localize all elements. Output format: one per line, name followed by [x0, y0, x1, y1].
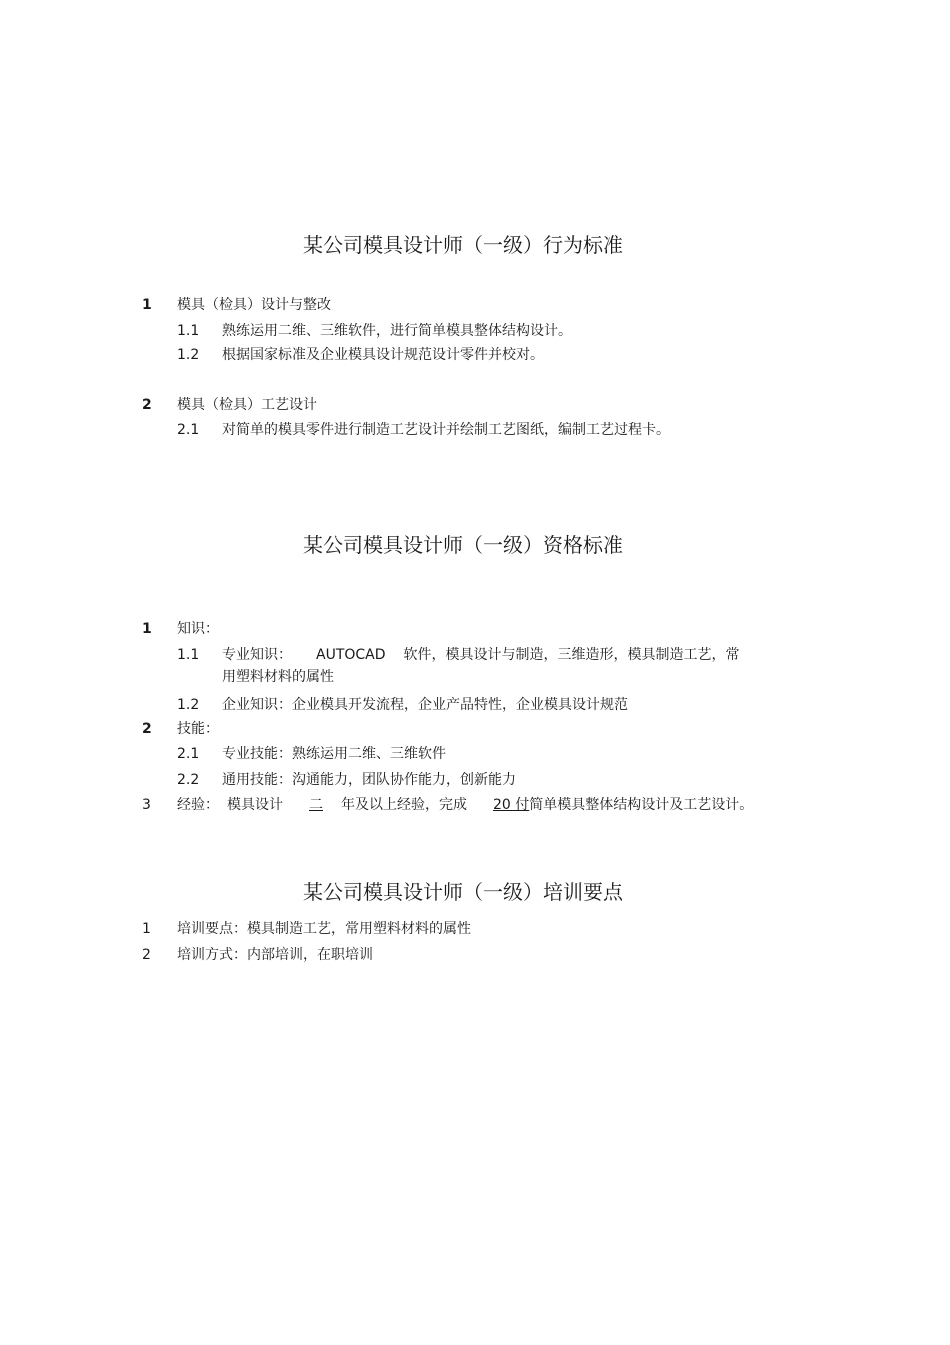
label: 专业知识：: [222, 647, 292, 663]
subitem-text: 熟练运用二维、三维软件，进行简单模具整体结构设计。: [222, 323, 572, 339]
subitem-text: [222, 646, 740, 664]
subitem-number: 1.1: [177, 647, 200, 663]
subitem-number: 2.1: [177, 422, 200, 438]
subitem-number: 1.2: [177, 697, 200, 713]
text: 简单模具整体结构设计及工艺设计。: [529, 797, 754, 813]
subitem-text: 对简单的模具零件进行制造工艺设计并绘制工艺图纸，编制工艺过程卡。: [222, 422, 670, 438]
subitem-text: 企业知识：企业模具开发流程，企业产品特性，企业模具设计规范: [222, 697, 628, 713]
subitem-number: 1.1: [177, 323, 200, 339]
text: 模具设计: [227, 797, 283, 813]
item-number: 3: [142, 797, 151, 813]
item-text: 模具（检具）工艺设计: [177, 397, 317, 413]
item-text: 知识：: [177, 621, 219, 637]
item-number: 1: [142, 621, 152, 637]
text: 年及以上经验，完成: [341, 797, 467, 813]
software-name: AUTOCAD: [316, 647, 386, 663]
subitem-text: 通用技能：沟通能力，团队协作能力，创新能力: [222, 772, 516, 788]
item-number: 1: [142, 921, 151, 937]
section-title-behavior: 某公司模具设计师（一级）行为标准: [303, 233, 623, 257]
subitem-number: 2.2: [177, 772, 200, 788]
item-text: 培训方式：内部培训，在职培训: [177, 947, 373, 963]
subitem-text-continuation: 用塑料材料的属性: [222, 669, 334, 685]
subitem-number: 2.1: [177, 746, 200, 762]
count-value: 20 付: [493, 797, 530, 813]
item-number: 2: [142, 947, 151, 963]
subitem-text: 专业技能：熟练运用二维、三维软件: [222, 746, 446, 762]
item-number: 1: [142, 297, 152, 313]
subitem-number: 1.2: [177, 347, 200, 363]
section-title-training: 某公司模具设计师（一级）培训要点: [303, 880, 623, 904]
item-number: 2: [142, 397, 152, 413]
item-text: 模具（检具）设计与整改: [177, 297, 331, 313]
text: 软件，模具设计与制造，三维造形，模具制造工艺，常: [403, 647, 740, 663]
subitem-text: 根据国家标准及企业模具设计规范设计零件并校对。: [222, 347, 544, 363]
item-number: 2: [142, 721, 152, 737]
section-title-qualification: 某公司模具设计师（一级）资格标准: [303, 533, 623, 557]
item-text: 技能：: [177, 721, 219, 737]
item-text: [177, 796, 753, 814]
item-text: 培训要点：模具制造工艺，常用塑料材料的属性: [177, 921, 471, 937]
label: 经验：: [177, 797, 219, 813]
years-value: 二: [309, 797, 323, 813]
